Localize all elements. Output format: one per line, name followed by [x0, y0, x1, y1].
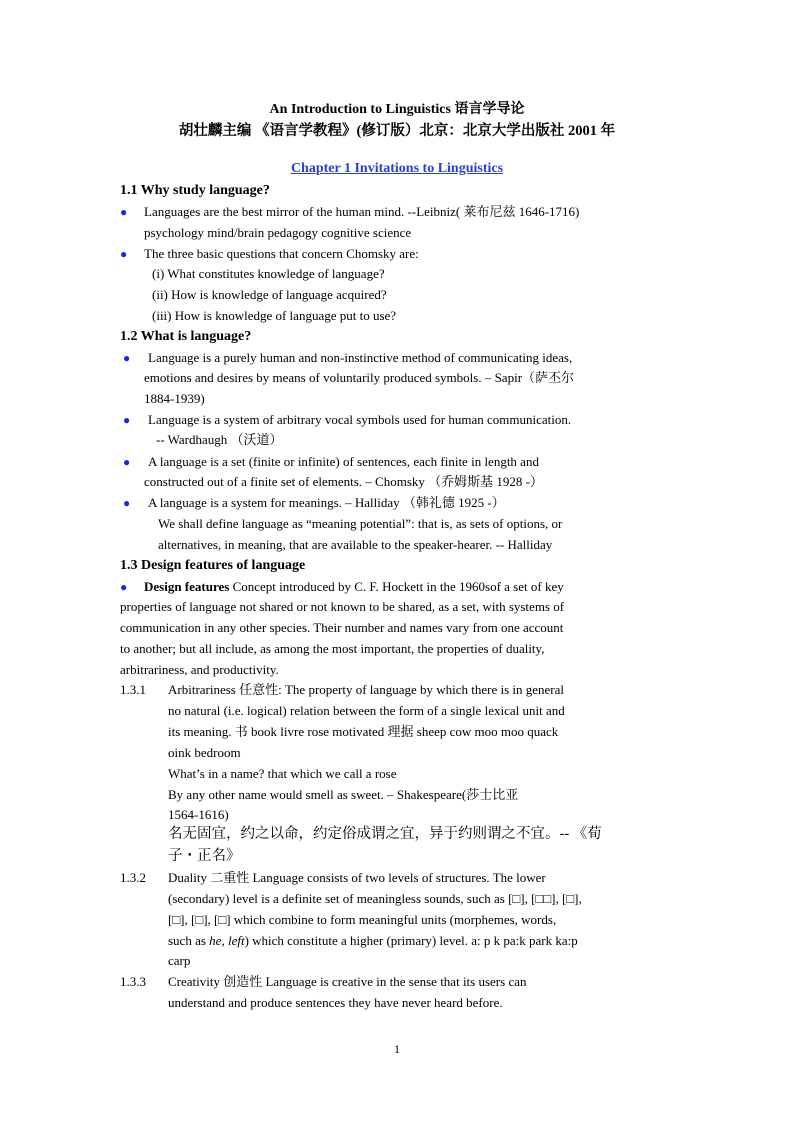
text-line: A language is a set (finite or infinite) of sentences, each finite in length and [148, 454, 539, 469]
text-line: constructed out of a finite set of elements. – Chomsky （乔姆斯基 1928 -） [144, 474, 543, 489]
section-heading-1-1: 1.1 Why study language? [120, 183, 270, 198]
text-line: By any other name would smell as sweet. – Shakespeare(莎士比亚 [168, 787, 519, 802]
text-line: to another; but all include, as among the most important, the properties of duality, [120, 641, 545, 656]
text-line: A language is a system for meanings. – Halliday （韩礼德 1925 -） [148, 495, 505, 510]
text-line: Language is a system of arbitrary vocal symbols used for human communication. [148, 412, 572, 427]
subsection-number: 1.3.1 [120, 682, 146, 697]
section-heading-1-2: 1.2 What is language? [120, 329, 252, 344]
text-line: We shall define language as “meaning potential”: that is, as sets of options, or [158, 516, 563, 531]
question-item: (i) What constitutes knowledge of language? [152, 266, 385, 281]
text-line: 名无固宜，约之以命，约定俗成谓之宜，异于约则谓之不宜。-- 《荀 [168, 826, 602, 842]
subsection-number: 1.3.3 [120, 974, 146, 989]
text-line: properties of language not shared or not known to be shared, as a set, with systems of [120, 599, 565, 614]
text-line: Arbitrariness 任意性: The property of language by which there is in general [168, 682, 565, 697]
text-line [144, 577, 564, 597]
bullet-icon: ● [120, 205, 128, 219]
text-line: communication in any other species. Their number and names vary from one account [120, 620, 564, 635]
text-line: 子・正名》 [168, 848, 241, 864]
document-title: An Introduction to Linguistics 语言学导论 [269, 102, 525, 117]
bullet-icon: ● [123, 496, 131, 510]
text-line: emotions and desires by means of voluntarily produced symbols. – Sapir（萨丕尔 [144, 370, 575, 385]
text-line: carp [168, 953, 191, 968]
text-line: 1564-1616) [168, 807, 229, 822]
text-line [168, 931, 578, 951]
question-item: (ii) How is knowledge of language acquired? [152, 287, 387, 302]
page-number: 1 [394, 1042, 400, 1056]
italic-word: he [209, 933, 222, 948]
text-line: alternatives, in meaning, that are available to the speaker-hearer. -- Halliday [158, 537, 553, 552]
text-line: 1884-1939) [144, 391, 205, 406]
subsection-number: 1.3.2 [120, 870, 146, 885]
text-span: such as [168, 933, 210, 948]
text-line: psychology mind/brain pedagogy cognitive science [144, 225, 412, 240]
text-line: [□], [□], [□] which combine to form meaningful units (morphemes, words, [168, 912, 557, 927]
text-span: ) which constitute a higher (primary) level. a: p k pa:k park ka:p [244, 933, 578, 948]
italic-word: left [227, 933, 245, 948]
text-span: , [221, 933, 228, 948]
bullet-icon: ● [123, 455, 131, 469]
bullet-icon: ● [123, 413, 131, 427]
bullet-icon: ● [120, 247, 128, 261]
text-line: (secondary) level is a definite set of meaningless sounds, such as [□], [□□], [□], [168, 891, 582, 906]
text-line: Language is a purely human and non-instinctive method of communicating ideas, [148, 350, 573, 365]
text-line: -- Wardhaugh （沃道） [156, 432, 283, 447]
chapter-link[interactable]: Chapter 1 Invitations to Linguistics [290, 161, 504, 176]
question-item: (iii) How is knowledge of language put to use? [152, 308, 397, 323]
bullet-icon: ● [120, 580, 128, 594]
text-line: Languages are the best mirror of the human mind. --Leibniz( 莱布尼兹 1646-1716) [144, 204, 580, 219]
text-line: its meaning. 书 book livre rose motivated 理据 sheep cow moo moo quack [168, 724, 559, 739]
text-span: Concept introduced by C. F. Hockett in the 1960sof a set of key [229, 579, 564, 594]
text-line: What’s in a name? that which we call a rose [168, 766, 397, 781]
text-line: understand and produce sentences they have never heard before. [168, 995, 503, 1010]
text-line: Duality 二重性 Language consists of two levels of structures. The lower [168, 870, 546, 885]
document-citation: 胡壮麟主编 《语言学教程》(修订版）北京：北京大学出版社 2001 年 [178, 123, 616, 139]
text-line: Creativity 创造性 Language is creative in the sense that its users can [168, 974, 527, 989]
text-line: arbitrariness, and productivity. [120, 662, 279, 677]
text-line: oink bedroom [168, 745, 241, 760]
text-line: The three basic questions that concern Chomsky are: [144, 246, 419, 261]
text-line: no natural (i.e. logical) relation between the form of a single lexical unit and [168, 703, 565, 718]
bullet-icon: ● [123, 351, 131, 365]
section-heading-1-3: 1.3 Design features of language [120, 558, 306, 573]
term-design-features: Design features [144, 579, 230, 594]
